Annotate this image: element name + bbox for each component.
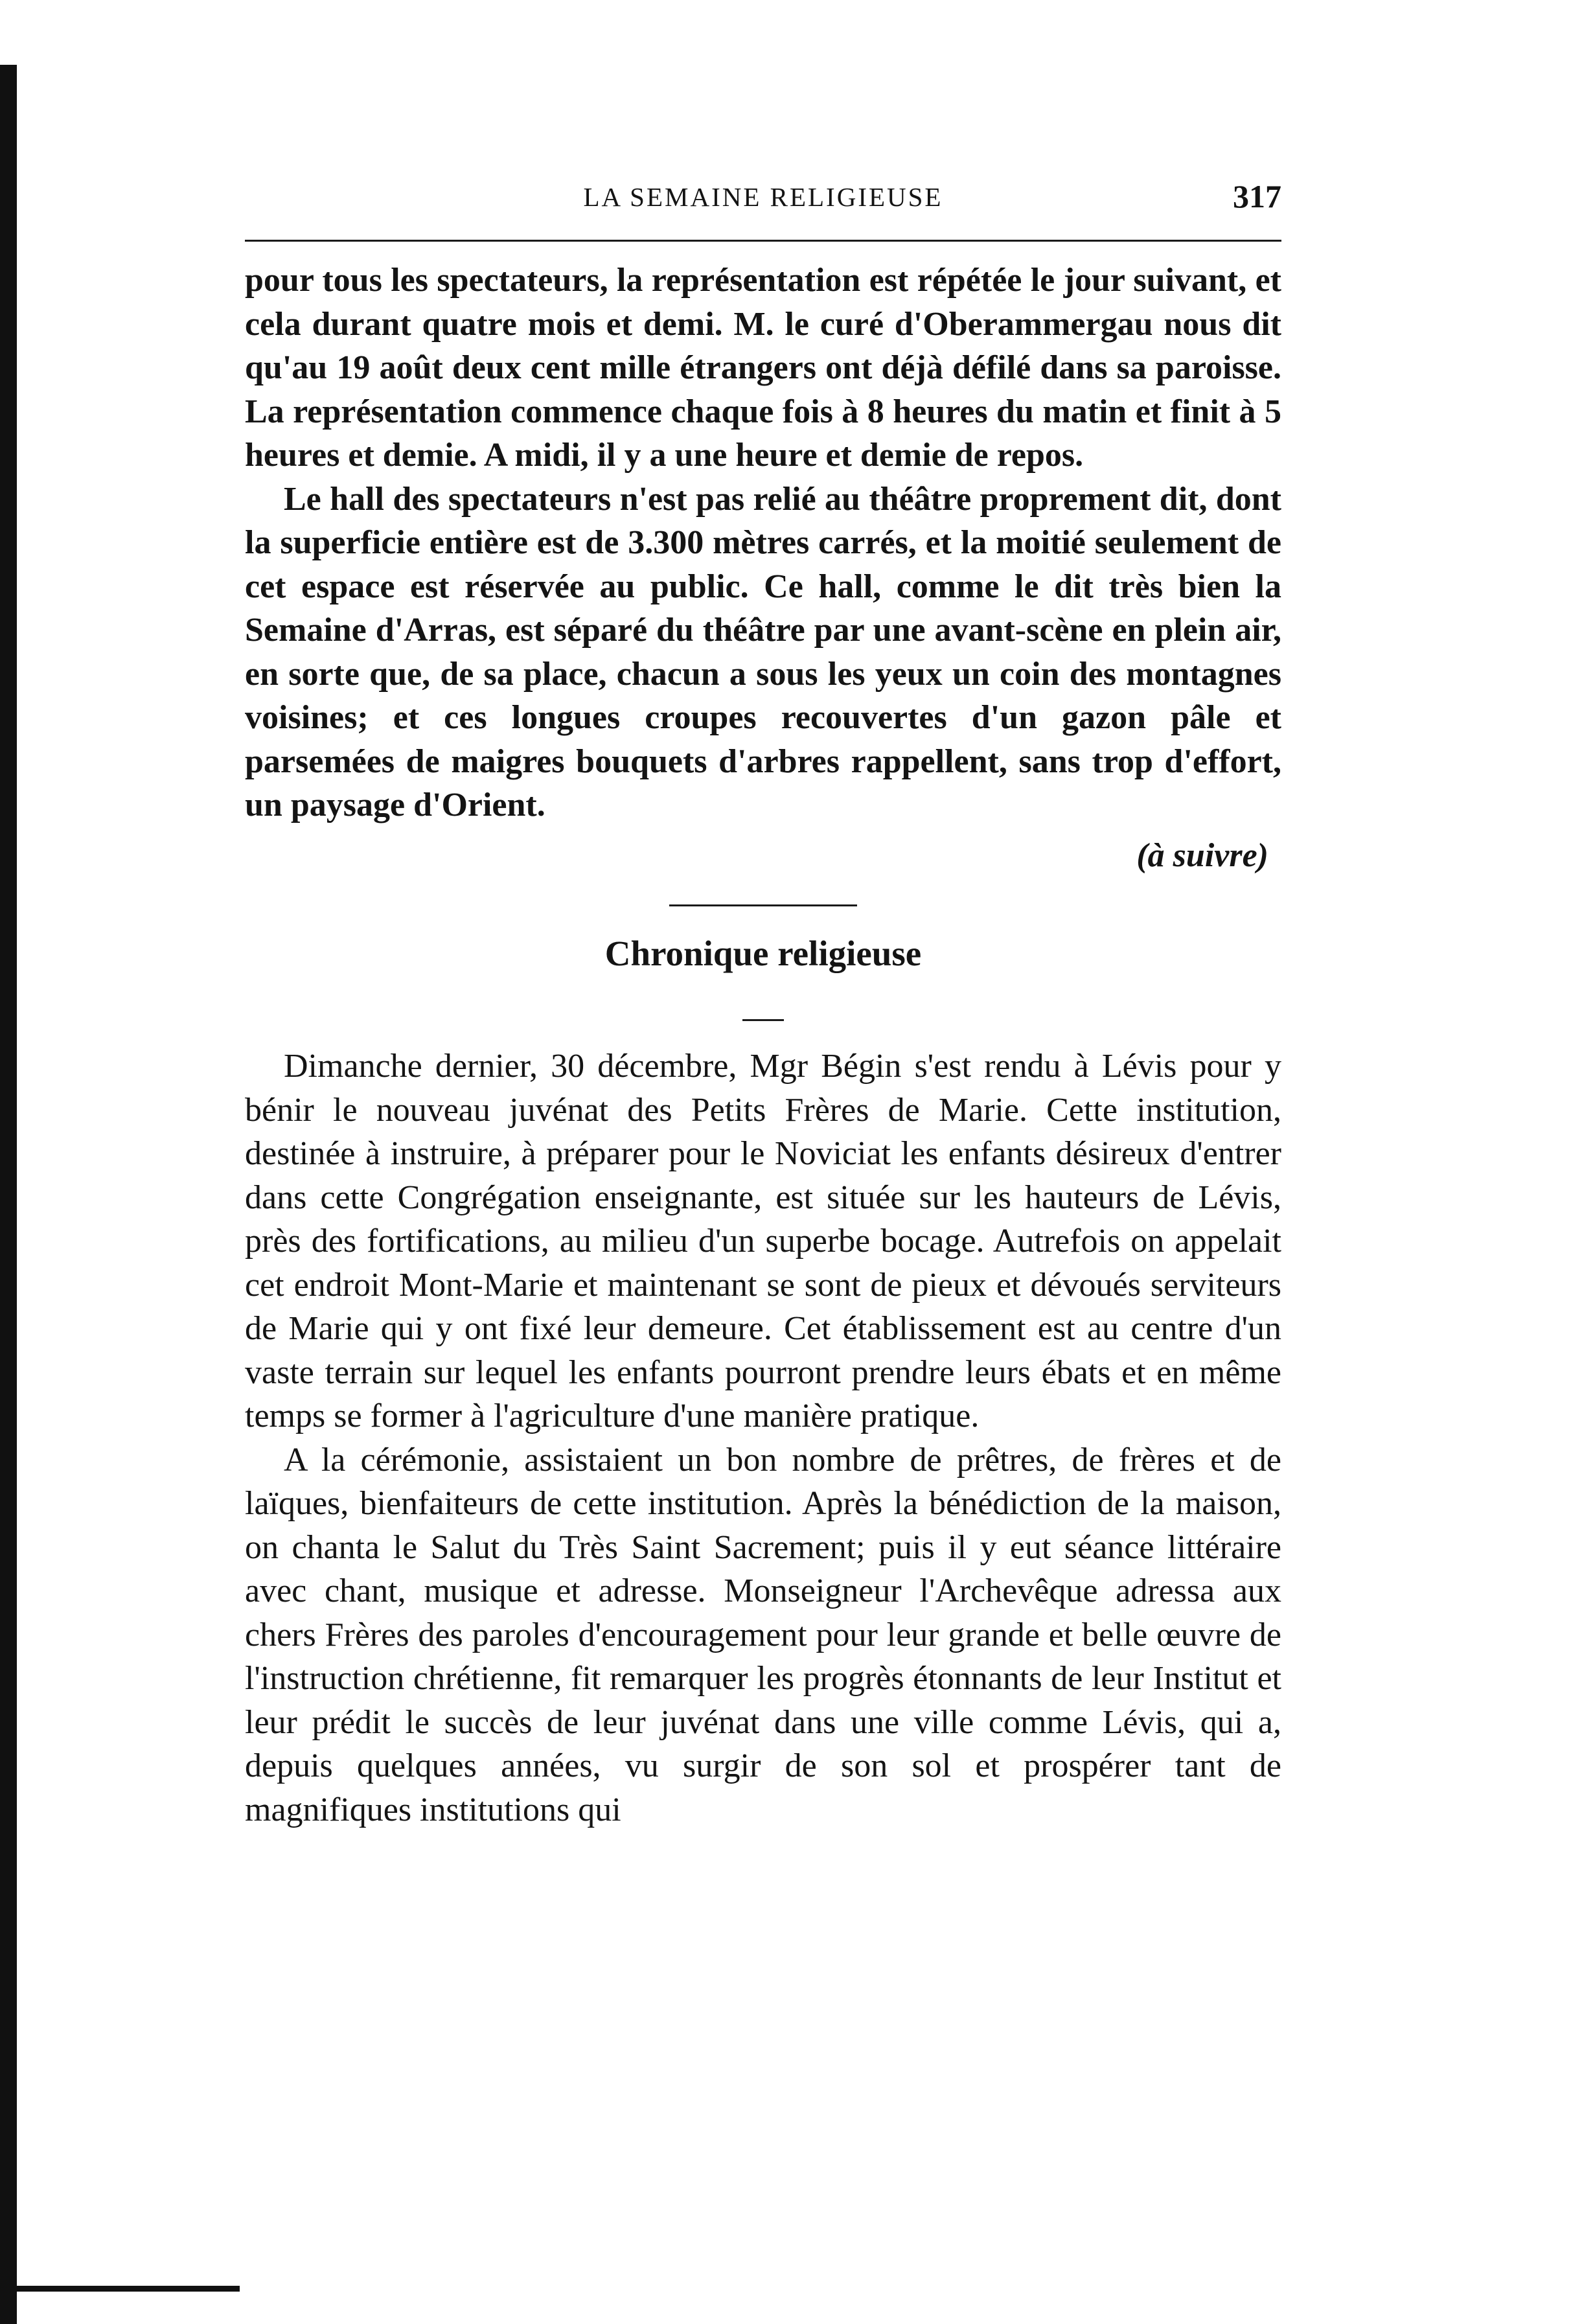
- running-title: LA SEMAINE RELIGIEUSE: [583, 182, 943, 212]
- chronicle-paragraph-2: A la cérémonie, assistaient un bon nombre de prêtres, de frères et de laïques, bienfaiteurs de cette institution. Après la bénédiction de la maison, on chanta le Salut du Très Saint Sacrement; puis il y eut séance littéraire avec chant, musique et adresse. Monseigneur l'Archevêque adressa aux chers Frères des paroles d'encouragement pour leur grande et belle œuvre de l'instruction chrétienne, fit remarquer les progrès étonnants de leur Institut et leur prédit le succès de leur juvénat dans une ville comme Lévis, qui a, depuis quelques années, vu surgir de son sol et prospérer tant de magnifiques institutions qui: [245, 1441, 1281, 1828]
- article-paragraph-2: Le hall des spectateurs n'est pas relié au théâtre proprement dit, dont la superficie entière est de 3.300 mètres carrés, et la moitié seulement de cet espace est réservée au public. Ce hall, comme le dit très bien la Semaine d'Arras, est séparé du théâtre par une avant-scène en plein air, en sorte que, de sa place, chacun a sous les yeux un coin des montagnes voisines; et ces longues croupes recouvertes d'un gazon pâle et parsemées de maigres bouquets d'arbres rappellent, sans trop d'effort, un paysage d'Orient.: [245, 480, 1281, 823]
- continued-note: (à suivre): [1136, 836, 1268, 874]
- article-paragraph-1: pour tous les spectateurs, la représentation est répétée le jour suivant, et cela durant quatre mois et demi. M. le curé d'Oberammergau nous dit qu'au 19 août deux cent mille étrangers ont déjà défilé dans sa paroisse. La représentation commence chaque fois à 8 heures du matin et finit à 5 heures et demie. A midi, il y a une heure et demie de repos.: [245, 262, 1281, 474]
- book-page: [245, 178, 1281, 1832]
- binding-edge: [0, 65, 17, 2324]
- header-rule: [245, 240, 1281, 242]
- running-head: [245, 178, 1281, 227]
- section-divider: [669, 904, 857, 906]
- page-number: 317: [1233, 178, 1281, 214]
- title-dash: [742, 1019, 784, 1021]
- section-title: Chronique religieuse: [604, 934, 922, 973]
- binding-foot-edge: [0, 2286, 240, 2292]
- chronicle-paragraph-1: Dimanche dernier, 30 décembre, Mgr Bégin s'est rendu à Lévis pour y bénir le nouveau juvénat des Petits Frères de Marie. Cette institution, destinée à instruire, à préparer pour le Noviciat les enfants désireux d'entrer dans cette Congrégation enseignante, est située sur les hauteurs de Lévis, près des fortifications, au milieu d'un superbe bocage. Autrefois on appelait cet endroit Mont-Marie et maintenant se sont de pieux et dévoués serviteurs de Marie qui y ont fixé leur demeure. Cet établissement est au centre d'un vaste terrain sur lequel les enfants pourront prendre leurs ébats et en même temps se former à l'agriculture d'une manière pratique.: [245, 1048, 1281, 1434]
